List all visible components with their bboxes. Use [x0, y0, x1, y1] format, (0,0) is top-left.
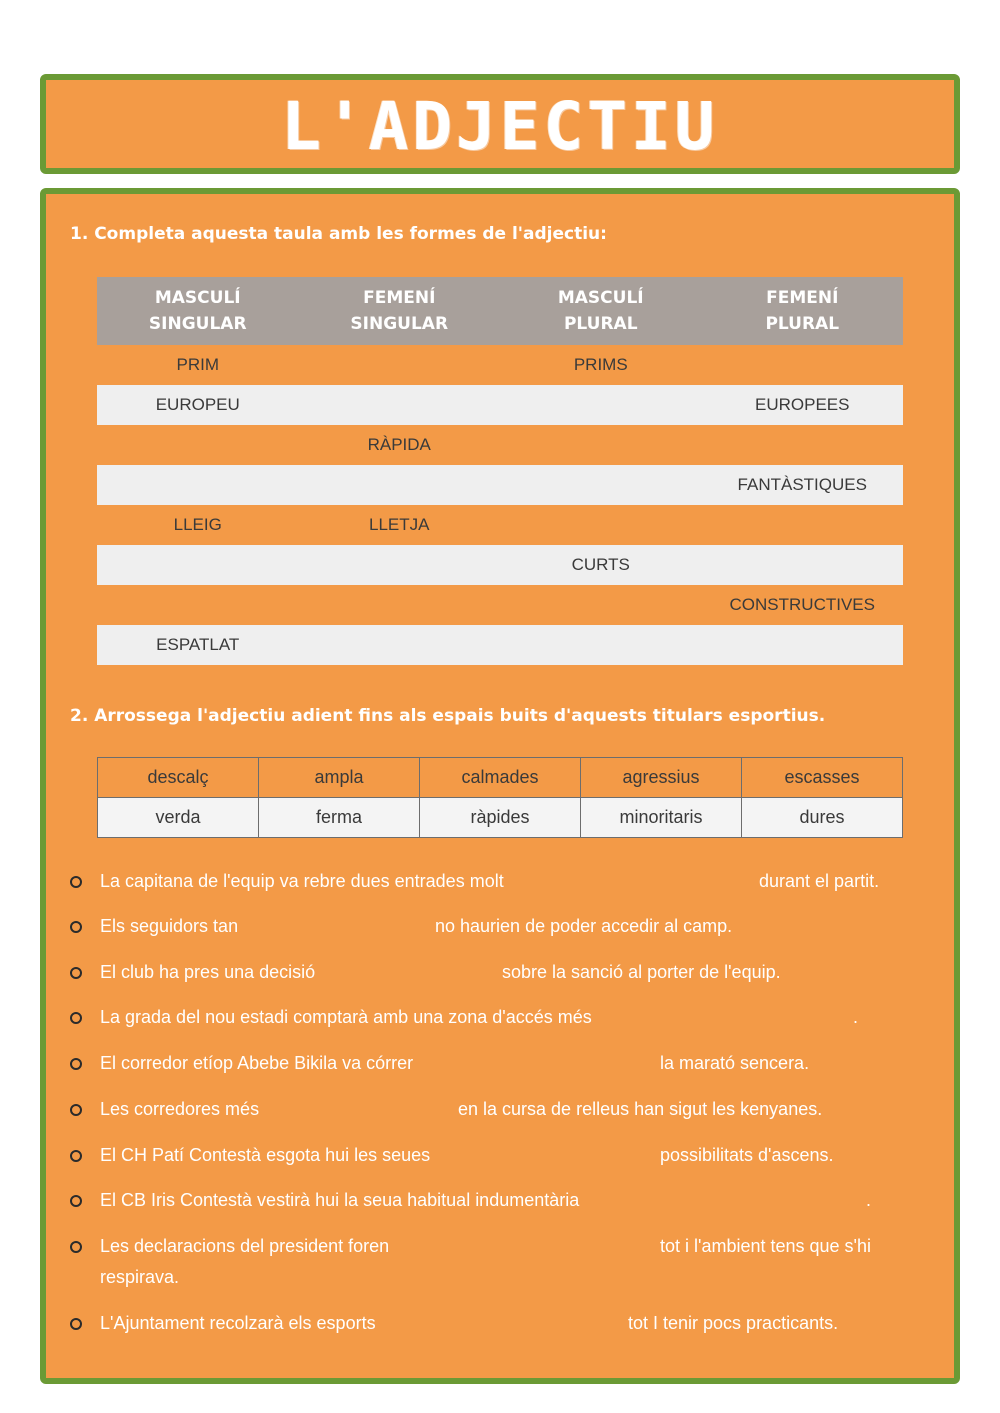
forms-table-row	[97, 345, 903, 385]
title-banner	[40, 74, 960, 174]
bullet-icon	[70, 967, 82, 979]
bullet-icon	[70, 1058, 82, 1070]
sentence-text-before: La grada del nou estadi comptarà amb una zona d'accés més	[100, 1007, 592, 1027]
cell-fem-plur: FANTÀSTIQUES	[737, 475, 867, 494]
header-fem-sing: FEMENÍ SINGULAR	[350, 288, 449, 334]
bullet-icon	[70, 921, 82, 933]
bullet-icon	[70, 876, 82, 888]
word-tile[interactable]: ampla	[259, 758, 420, 798]
sentence-text-before: El corredor etíop Abebe Bikila va córrer	[100, 1053, 414, 1073]
sentence-text-after: no haurien de poder accedir al camp.	[435, 916, 733, 936]
sentence-text-continuation: respirava.	[100, 1267, 180, 1287]
word-bank-row	[98, 758, 903, 798]
cell-masc-plur: CURTS	[571, 555, 630, 574]
sentence-text-after: durant el partit.	[759, 871, 880, 891]
forms-table-row	[97, 505, 903, 545]
word-tile[interactable]: dures	[742, 798, 903, 838]
sentence-text-before: El club ha pres una decisió	[100, 962, 316, 982]
cell-masc-sing: ESPATLAT	[156, 635, 240, 654]
sentence-text-after: la marató sencera.	[660, 1053, 810, 1073]
word-tile[interactable]: calmades	[420, 758, 581, 798]
cell-masc-plur: PRIMS	[573, 355, 628, 374]
forms-table-row	[97, 385, 903, 425]
bullet-icon	[70, 1318, 82, 1330]
word-tile[interactable]: ràpides	[420, 798, 581, 838]
bullet-icon	[70, 1104, 82, 1116]
sentence-text-before: El CB Iris Contestà vestirà hui la seua habitual indumentària	[100, 1190, 580, 1210]
sentence-text-after: possibilitats d'ascens.	[660, 1145, 834, 1165]
bullet-icon	[70, 1150, 82, 1162]
forms-table-row	[97, 585, 903, 625]
word-tile[interactable]: escasses	[742, 758, 903, 798]
bullet-icon	[70, 1241, 82, 1253]
cell-masc-sing: PRIM	[176, 355, 219, 374]
cell-fem-plur: EUROPEES	[755, 395, 850, 414]
sentence-text-before: Les corredores més	[100, 1099, 260, 1119]
word-tile[interactable]: descalç	[98, 758, 259, 798]
forms-table-row	[97, 625, 903, 665]
cell-fem-sing: RÀPIDA	[367, 435, 431, 454]
header-masc-plur: MASCULÍ PLURAL	[557, 288, 644, 334]
forms-table-row	[97, 425, 903, 465]
word-bank	[97, 757, 903, 838]
sentence-text-before: La capitana de l'equip va rebre dues entrades molt	[100, 871, 504, 891]
sentence-text-before: Els seguidors tan	[100, 916, 239, 936]
forms-table-row	[97, 545, 903, 585]
cell-fem-plur: CONSTRUCTIVES	[729, 595, 875, 614]
cell-masc-sing: LLEIG	[173, 515, 222, 534]
forms-table	[97, 277, 903, 665]
word-tile[interactable]: agressius	[581, 758, 742, 798]
cell-fem-sing: LLETJA	[369, 515, 430, 534]
sentence-text-before: El CH Patí Contestà esgota hui les seues	[100, 1145, 431, 1165]
forms-table-row	[97, 465, 903, 505]
sentence-text-before: L'Ajuntament recolzarà els esports	[100, 1313, 376, 1333]
word-tile[interactable]: verda	[98, 798, 259, 838]
question-2: 2. Arrossega l'adjectiu adient fins als espais buits d'aquests titulars esportius.	[70, 706, 826, 726]
word-tile[interactable]: ferma	[259, 798, 420, 838]
sentence-text-after: sobre la sanció al porter de l'equip.	[502, 962, 781, 982]
sentence-text-after: en la cursa de relleus han sigut les kenyanes.	[458, 1099, 823, 1119]
bullet-icon	[70, 1012, 82, 1024]
word-tile[interactable]: minoritaris	[581, 798, 742, 838]
sentence-text-after: tot i l'ambient tens que s'hi	[660, 1236, 871, 1256]
forms-table-header	[97, 277, 903, 345]
header-masc-sing: MASCULÍ SINGULAR	[148, 288, 247, 334]
sentence-text-after: tot I tenir pocs practicants.	[628, 1313, 839, 1333]
sentence-text-after: .	[853, 1007, 859, 1027]
word-bank-row	[98, 798, 903, 838]
question-1: 1. Completa aquesta taula amb les formes de l'adjectiu:	[70, 224, 607, 244]
page-title: L'ADJECTIU	[281, 88, 719, 165]
header-fem-plur: FEMENÍ PLURAL	[765, 288, 840, 334]
bullet-icon	[70, 1195, 82, 1207]
cell-masc-sing: EUROPEU	[155, 395, 240, 414]
forms-table-body	[97, 345, 903, 665]
sentence-text-before: Les declaracions del president foren	[100, 1236, 390, 1256]
sentence-text-after: .	[866, 1190, 872, 1210]
